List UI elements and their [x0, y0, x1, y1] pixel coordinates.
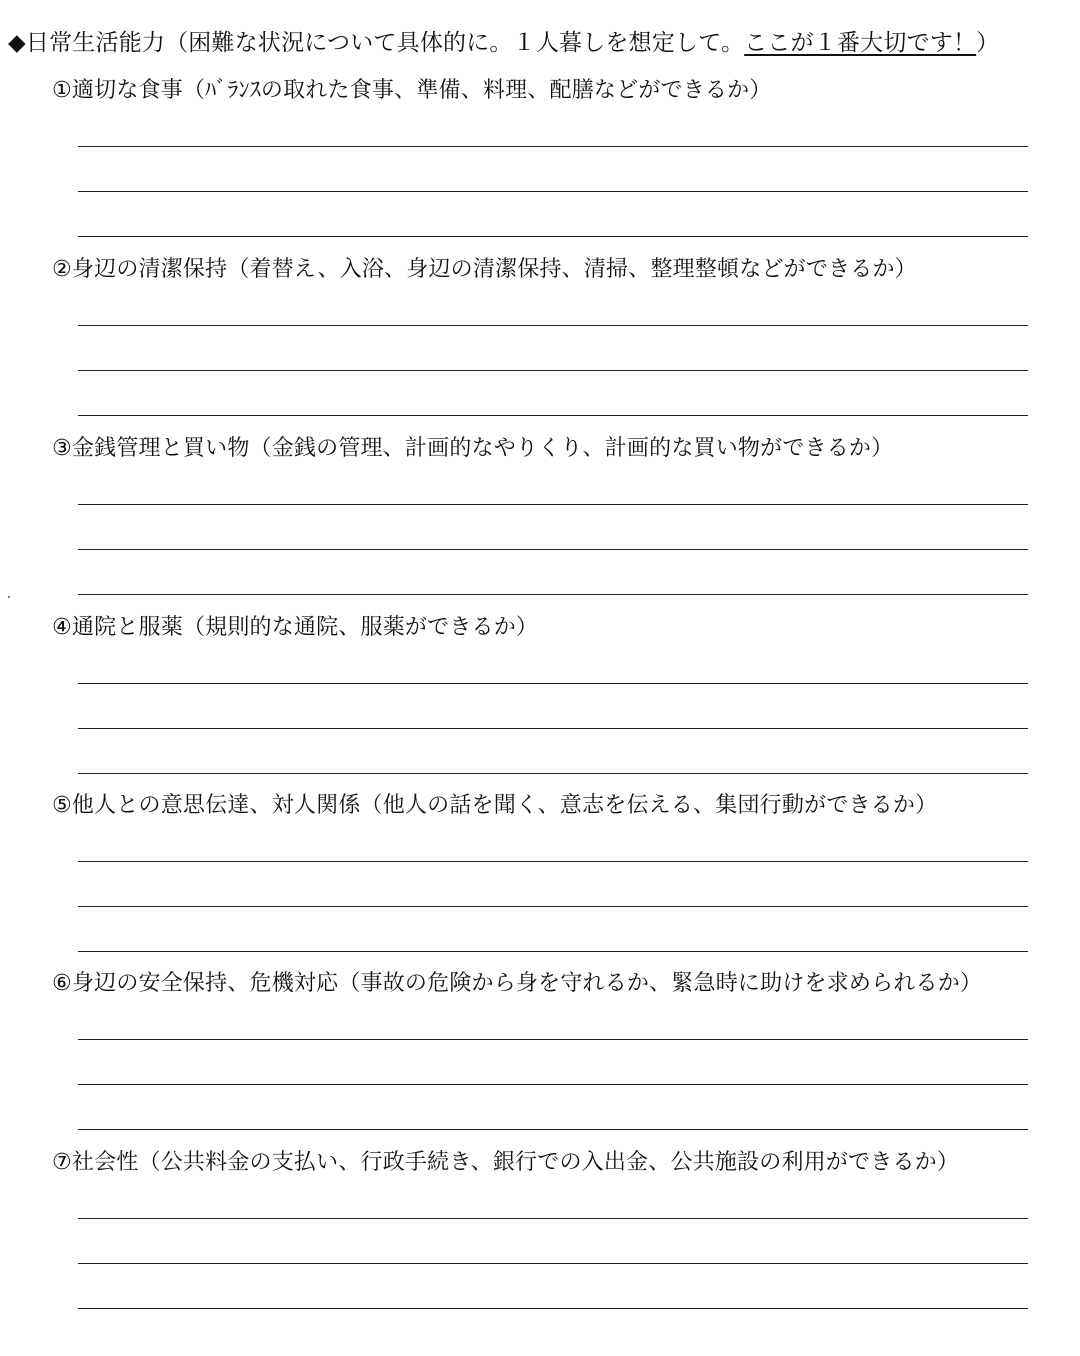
answer-line[interactable] [78, 861, 1028, 862]
section-safety [0, 969, 1080, 1147]
answer-line[interactable] [78, 951, 1028, 952]
scan-speck [8, 596, 10, 598]
answer-line[interactable] [78, 1263, 1028, 1264]
answer-line[interactable] [78, 773, 1028, 774]
answer-line[interactable] [78, 1308, 1028, 1309]
answer-line[interactable] [78, 594, 1028, 595]
section-hygiene [0, 255, 1080, 433]
form-heading [8, 28, 999, 58]
heading-close-paren: ） [976, 30, 1000, 56]
section-social [0, 1148, 1080, 1326]
answer-line[interactable] [78, 1039, 1028, 1040]
answer-line[interactable] [78, 906, 1028, 907]
section-title: ①適切な食事（ﾊﾞﾗﾝｽの取れた食事、準備、料理、配膳などができるか） [52, 78, 772, 103]
heading-title: 日常生活能力（困難な状況について具体的に。１人暮しを想定して。 [25, 30, 745, 56]
answer-line[interactable] [78, 236, 1028, 237]
answer-line[interactable] [78, 325, 1028, 326]
answer-line[interactable] [78, 370, 1028, 371]
section-meals [0, 76, 1080, 254]
diamond-bullet-icon: ◆ [8, 30, 26, 56]
section-title: ⑥身辺の安全保持、危機対応（事故の危険から身を守れるか、緊急時に助けを求められるか） [52, 971, 983, 996]
section-title: ⑤他人との意思伝達、対人関係（他人の話を聞く、意志を伝える、集団行動ができるか） [52, 793, 938, 818]
section-title: ②身辺の清潔保持（着替え、入浴、身辺の清潔保持、清掃、整理整頓などができるか） [52, 257, 917, 282]
answer-line[interactable] [78, 146, 1028, 147]
answer-line[interactable] [78, 683, 1028, 684]
answer-line[interactable] [78, 1218, 1028, 1219]
answer-line[interactable] [78, 415, 1028, 416]
answer-line[interactable] [78, 504, 1028, 505]
answer-line[interactable] [78, 728, 1028, 729]
answer-line[interactable] [78, 1084, 1028, 1085]
answer-line[interactable] [78, 1129, 1028, 1130]
section-title: ④通院と服薬（規則的な通院、服薬ができるか） [52, 615, 539, 640]
section-communication [0, 791, 1080, 969]
heading-emphasis: ここが１番大切です！ [744, 30, 977, 56]
section-title: ③金銭管理と買い物（金銭の管理、計画的なやりくり、計画的な買い物ができるか） [52, 436, 894, 461]
answer-line[interactable] [78, 191, 1028, 192]
answer-line[interactable] [78, 549, 1028, 550]
section-title: ⑦社会性（公共料金の支払い、行政手続き、銀行での入出金、公共施設の利用ができるか） [52, 1150, 960, 1175]
section-money-shopping [0, 434, 1080, 612]
section-hospital-medication [0, 613, 1080, 791]
